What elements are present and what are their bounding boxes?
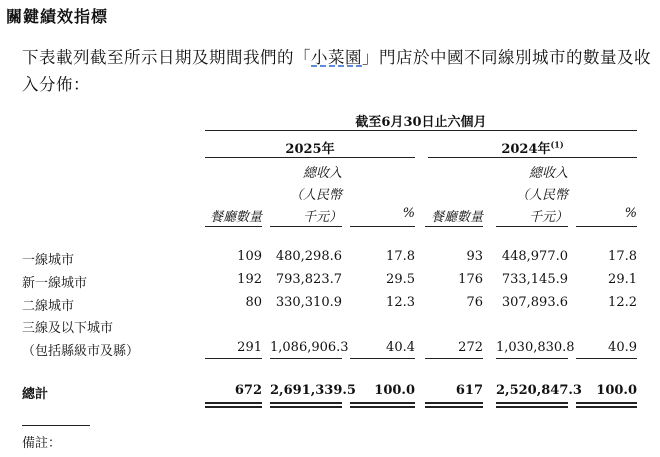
brand-name-link[interactable]: 小菜園 (311, 48, 362, 67)
rule-col-1 (205, 226, 262, 227)
rule-subtotal-1 (205, 358, 262, 359)
rule-subtotal-2 (270, 358, 342, 359)
bracket-close: 」 (362, 48, 379, 67)
double-rule-6a (576, 402, 637, 404)
table-cell: 1,086,906.3 (270, 340, 349, 355)
footnote-separator (22, 425, 90, 426)
row-city-label: 三線及以下城市 (22, 321, 114, 336)
table-cell: 93 (466, 249, 483, 264)
rule-col-5 (496, 226, 568, 227)
table-cell: 1,030,830.8 (496, 340, 575, 355)
total-label: 總計 (22, 387, 49, 402)
col-revenue-2024-l2: （人民幣 (515, 188, 568, 203)
intro-paragraph (22, 44, 652, 98)
rule-subtotal-5 (496, 358, 568, 359)
table-cell: 291 (237, 340, 262, 355)
period-rule (205, 130, 637, 131)
table-cell: 330,310.9 (275, 295, 342, 310)
col-revenue-2024-l3: 千元） (528, 210, 568, 225)
row-city-label: 二線城市 (22, 299, 75, 314)
rule-col-6 (576, 226, 637, 227)
table-cell: 448,977.0 (501, 249, 568, 264)
col-revenue-2025-l1: 總收入 (302, 166, 342, 181)
year-2024-rule (428, 157, 637, 158)
total-cell: 672 (234, 383, 262, 398)
intro-text-before: 下表載列截至所示日期及期間我們的 (22, 48, 294, 67)
year-2025-header: 2025年 (285, 142, 335, 157)
col-revenue-2024-l1: 總收入 (528, 166, 568, 181)
col-pct-2024: % (624, 206, 637, 221)
year-2024-header (428, 138, 637, 157)
rule-subtotal-4 (425, 358, 483, 359)
double-rule-4b (425, 406, 483, 408)
double-rule-5a (496, 402, 568, 404)
table-cell: 17.8 (608, 249, 637, 264)
table-cell: 80 (245, 295, 262, 310)
rule-col-3 (350, 226, 415, 227)
double-rule-4a (425, 402, 483, 404)
table-cell: 40.4 (386, 340, 415, 355)
col-revenue-2025-l3: 千元） (302, 210, 342, 225)
double-rule-3a (350, 402, 415, 404)
rule-subtotal-6 (576, 358, 637, 359)
table-cell: 17.8 (386, 249, 415, 264)
col-restaurants-2024: 餐廳數量 (430, 210, 483, 225)
col-restaurants-2025: 餐廳數量 (209, 210, 262, 225)
table-cell: 12.3 (386, 295, 415, 310)
row-city-label: 一線城市 (22, 253, 75, 268)
table-cell: 793,823.7 (275, 272, 342, 287)
col-revenue-2025-l2: （人民幣 (289, 188, 342, 203)
year-2024-label: 2024年 (501, 142, 551, 157)
row-city-sublabel: （包括縣級市及縣） (22, 344, 140, 359)
total-cell: 100.0 (374, 383, 415, 398)
rule-subtotal-3 (350, 358, 415, 359)
rule-col-2 (270, 226, 342, 227)
table-cell: 40.9 (608, 340, 637, 355)
double-rule-2a (270, 402, 342, 404)
double-rule-6b (576, 406, 637, 408)
section-heading: 關鍵績效指標 (6, 7, 109, 26)
double-rule-3b (350, 406, 415, 408)
total-cell: 617 (455, 383, 483, 398)
table-cell: 29.5 (386, 272, 415, 287)
table-cell: 176 (458, 272, 483, 287)
table-cell: 29.1 (608, 272, 637, 287)
table-cell: 12.2 (608, 295, 637, 310)
table-cell: 307,893.6 (501, 295, 568, 310)
table-cell: 76 (466, 295, 483, 310)
row-city-label: 新一線城市 (22, 276, 88, 291)
bracket-open: 「 (294, 48, 311, 67)
double-rule-1a (205, 402, 262, 404)
period-header: 截至6月30日止六個月 (355, 115, 487, 130)
note-label: 備註： (22, 436, 62, 451)
double-rule-1b (205, 406, 262, 408)
double-rule-2b (270, 406, 342, 408)
table-cell: 733,145.9 (501, 272, 568, 287)
double-rule-5b (496, 406, 568, 408)
col-pct-2025: % (402, 206, 415, 221)
year-2025-rule (205, 157, 415, 158)
year-2024-footnote: (1) (550, 139, 564, 150)
table-cell: 272 (458, 340, 483, 355)
total-cell: 2,691,339.5 (270, 383, 356, 398)
intro-text-after: 門店於中國不同線別城市的數量及收入分佈： (22, 48, 651, 94)
table-cell: 480,298.6 (275, 249, 342, 264)
table-cell: 109 (237, 249, 262, 264)
table-cell: 192 (237, 272, 262, 287)
rule-col-4 (425, 226, 483, 227)
total-cell: 100.0 (596, 383, 637, 398)
total-cell: 2,520,847.3 (496, 383, 582, 398)
